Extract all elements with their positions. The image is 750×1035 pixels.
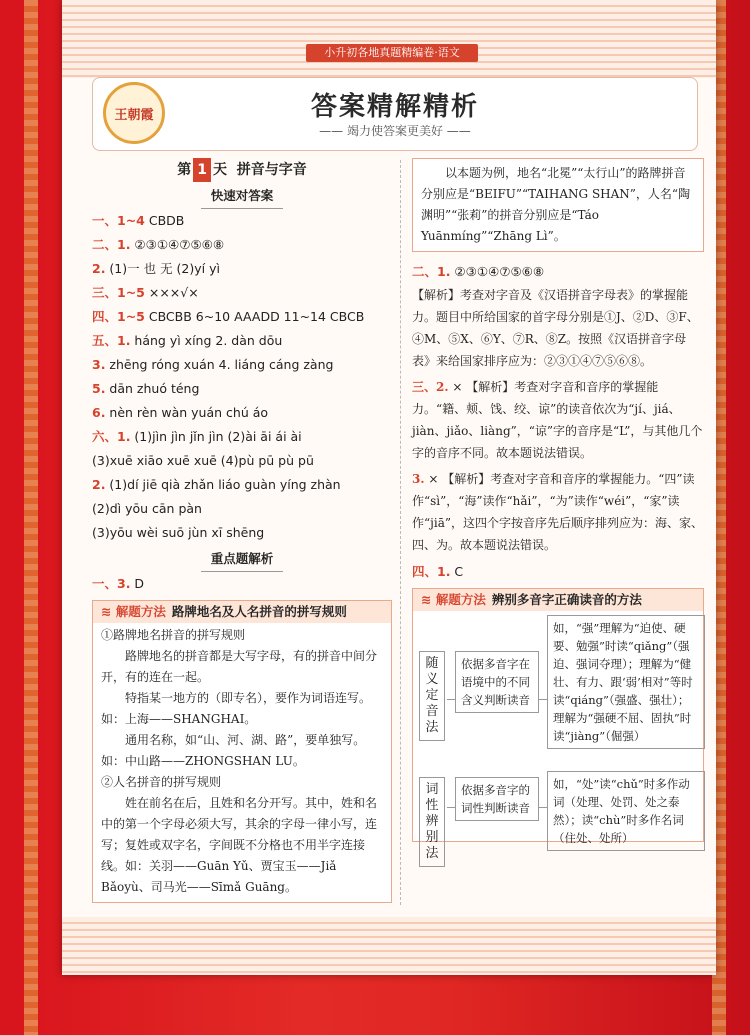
- answer-page: [62, 0, 716, 975]
- method-rule-line: 姓在前名在后，且姓和名分开写。其中，姓和名中的第一个字母必须大写，其余的字母一律小写，连写；复姓或双字名，字间既不分格也不用半字连接线。如：关羽——Guān Yǔ、贾宝玉——Jiǎ Bǎoyù、司马光——Sīmǎ Guāng。: [101, 796, 378, 894]
- method-rule-line: ②人名拼音的拼写规则: [101, 775, 222, 789]
- answer-text: ×××√×: [144, 285, 199, 300]
- answer-number: 四、1.: [412, 564, 451, 579]
- example-text: 以本题为例，地名“北冕”“太行山”的路牌拼音分别应是“BEIFU”“TAIHANG SHAN”，人名“陶渊明”“张莉”的拼音分别应是“Táo Yuānmíng”“Zhāng Lì”。: [421, 166, 691, 243]
- left-gold-border: [24, 0, 38, 1035]
- answer-text: CBCBB 6~10 AAADD 11~14 CBCB: [144, 309, 365, 324]
- connector: [539, 699, 547, 700]
- connector: [447, 807, 455, 808]
- method-desc-meaning: 依据多音字在语境中的不同含义判断读音: [455, 651, 539, 713]
- top-wave-decoration: [62, 0, 716, 78]
- method-tag: ≋ 解题方法: [101, 604, 166, 619]
- explanation: [412, 468, 704, 556]
- answer-text: (1)一 也 无 (2)yí yì: [105, 261, 220, 276]
- series-banner: 小升初各地真题精编卷·语文: [306, 44, 478, 62]
- answer-text: CBDB: [144, 213, 185, 228]
- method-rule-line: 通用名称，如“山、河、湖、路”，要单独写。如：中山路——ZHONGSHAN LU。: [101, 733, 366, 768]
- answer-line: [412, 260, 704, 284]
- answer-text: nèn rèn wàn yuán chú áo: [105, 405, 269, 420]
- quick-answer-line: [92, 329, 392, 353]
- answer-number: 二、1.: [92, 237, 131, 252]
- answer-number: 一、3.: [92, 576, 131, 591]
- answer-number: 5.: [92, 381, 106, 396]
- method-label-meaning: 随义定音法: [419, 651, 445, 741]
- answer-text: dān zhuó téng: [105, 381, 200, 396]
- method-tag: ≋ 解题方法: [421, 592, 486, 607]
- day-pre: 第: [177, 162, 192, 178]
- quick-answer-line: [92, 281, 392, 305]
- answer-number: 一、1~4: [92, 213, 145, 228]
- quick-answer-line: [92, 401, 392, 425]
- answer-text: C: [450, 564, 464, 579]
- quick-answer-line: [92, 233, 392, 257]
- connector: [447, 699, 455, 700]
- key-analysis-heading-text: 重点题解析: [201, 547, 284, 572]
- answer-text: ②③①④⑦⑤⑥⑧: [130, 237, 225, 252]
- answer-text: D: [130, 576, 145, 591]
- quick-answer-list: [92, 209, 392, 545]
- bottom-wave-decoration: [62, 917, 716, 975]
- day-heading: [92, 158, 392, 182]
- answer-text: (1)jìn jìn jǐn jìn (2)ài āi ái ài: [130, 429, 302, 444]
- answer-number: 六、1.: [92, 429, 131, 444]
- method-rule-line: 路牌地名的拼音都是大写字母，有的拼音中间分开，有的连在一起。: [101, 649, 378, 684]
- method-box-head: [413, 589, 703, 611]
- connector: [539, 807, 547, 808]
- day-number: 1: [193, 158, 211, 182]
- day-topic: 拼音与字音: [236, 162, 307, 178]
- method-label-pos: 词性辨别法: [419, 777, 445, 867]
- quick-answer-line: [92, 473, 392, 497]
- answer-number: 6.: [92, 405, 106, 420]
- page-subtitle: —— 竭力使答案更美好 ——: [319, 124, 471, 138]
- quick-answer-line: [92, 257, 392, 281]
- method-box-head: [93, 601, 391, 623]
- method-rule-line: ①路牌地名拼音的拼写规则: [101, 628, 246, 642]
- left-column: [92, 158, 392, 903]
- answer-number: 四、1~5: [92, 309, 145, 324]
- explanation-text: × 【解析】考查对字音和音序的掌握能力。“籍、颊、饯、绞、谅”的读音依次为“jí、jiá、jiàn、jiǎo、liàng”，“谅”字的音序是“L”，与其他几个字的音序不同。故本题说法错误。: [412, 380, 703, 460]
- answer-text: ②③①④⑦⑤⑥⑧: [450, 264, 545, 279]
- column-divider: [400, 160, 401, 905]
- quick-answer-line: [92, 377, 392, 401]
- key-analysis-heading: [92, 547, 392, 572]
- answer-text: (3)xuē xiāo xuē xuē (4)pù pū pù pū: [92, 453, 314, 468]
- logo-text: 王朝霞: [114, 107, 154, 123]
- method-box-body: [93, 623, 391, 902]
- answer-number: 三、1~5: [92, 285, 145, 300]
- answer-number: 五、1.: [92, 333, 131, 348]
- method-title: 路牌地名及人名拼音的拼写规则: [171, 604, 347, 619]
- explanation: [412, 284, 704, 372]
- quick-answer-line: [92, 521, 392, 545]
- answer-line: [412, 560, 704, 584]
- method-title: 辨别多音字正确读音的方法: [491, 592, 642, 607]
- quick-answer-line: [92, 449, 392, 473]
- answer-number: 3.: [412, 472, 425, 486]
- answer-number: 二、1.: [412, 264, 451, 279]
- quick-answer-line: [92, 209, 392, 233]
- method-example-pos: 如，“处”读“chǔ”时多作动词（处理、处罚、处之泰然）；读“chù”时多作名词（住处、处所）: [547, 771, 705, 851]
- right-column: [412, 158, 704, 861]
- method-rule-line: 特指某一地方的（即专名），要作为词语连写。如：上海——SHANGHAI。: [101, 691, 372, 726]
- method-desc-pos: 依据多音字的词性判断读音: [455, 777, 539, 821]
- answer-number: 三、2.: [412, 380, 449, 394]
- answer-text: háng yì xíng 2. dàn dōu: [130, 333, 283, 348]
- example-box: [412, 158, 704, 252]
- header-box: [92, 77, 698, 151]
- quick-answer-line: [92, 497, 392, 521]
- quick-answer-heading-text: 快速对答案: [201, 184, 284, 209]
- answer-text: (1)dí jiē qià zhǎn liáo guàn yíng zhàn: [105, 477, 341, 492]
- answer-text: zhēng róng xuán 4. liáng cáng zàng: [105, 357, 334, 372]
- method-example-meaning: 如，“强”理解为“迫使、硬要、勉强”时读“qiǎng”（强迫、强词夺理）；理解为“健壮、有力、跟‘弱’相对”等时读“qiáng”（强盛、强壮）；理解为“强硬不屈、固执”时读“jiàng”（倔强）: [547, 615, 705, 749]
- answer-line: [92, 572, 392, 596]
- explanation: [412, 376, 704, 464]
- polyphone-diagram: [413, 611, 703, 861]
- explanation-text: 【解析】考查对字音及《汉语拼音字母表》的掌握能力。题目中所给国家的首字母分别是①J、②D、③F、④M、⑤X、⑥Y、⑦R、⑧Z。按照《汉语拼音字母表》来给国家排序应为：②③①④⑦⑤⑥⑧。: [412, 288, 699, 368]
- quick-answer-line: [92, 305, 392, 329]
- page-title: 答案精解精析: [310, 92, 479, 122]
- answer-text: (3)yōu wèi suō jùn xī shēng: [92, 525, 265, 540]
- method-box-left: [92, 600, 392, 903]
- quick-answer-heading: [92, 184, 392, 209]
- answer-number: 2.: [92, 261, 106, 276]
- quick-answer-line: [92, 425, 392, 449]
- quick-answer-line: [92, 353, 392, 377]
- answer-number: 3.: [92, 357, 106, 372]
- answer-text: (2)dì yōu cān pàn: [92, 501, 202, 516]
- method-box-right: [412, 588, 704, 861]
- day-post: 天: [213, 162, 227, 178]
- answer-number: 2.: [92, 477, 106, 492]
- explanation-text: × 【解析】考查对字音和音序的掌握能力。“四”读作“sì”，“海”读作“hǎi”，“为”读作“wéi”，“家”读作“jiā”，这四个字按音序先后顺序排列应为：海、家、四、为。故本题说法错误。: [412, 472, 703, 552]
